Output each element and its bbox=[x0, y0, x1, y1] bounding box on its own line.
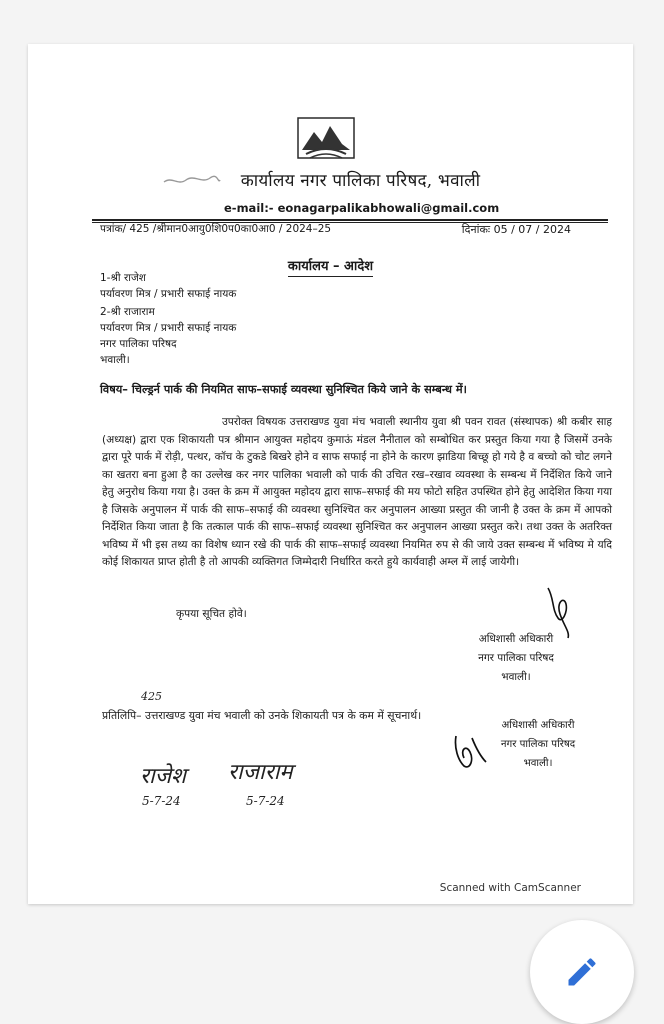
edit-button[interactable] bbox=[530, 920, 634, 1024]
order-body bbox=[102, 414, 612, 572]
addressee-line: पर्यावरण मित्र / प्रभारी सफाई नायक bbox=[100, 288, 237, 300]
scanned-document-page bbox=[28, 44, 633, 904]
handwritten-date-1: 5-7-24 bbox=[142, 794, 181, 808]
request-line: कृपया सूचित होवे। bbox=[176, 608, 247, 620]
subject-line: विषय– चिल्ड्रर्न पार्क की नियमित साफ–सफाई व्यवस्था सुनिश्चित किये जाने के सम्बन्ध में। bbox=[100, 383, 467, 396]
signatory-office: नगर पालिका परिषद bbox=[500, 739, 576, 750]
addressee-line: नगर पालिका परिषद bbox=[100, 338, 177, 350]
signatory-block-1 bbox=[436, 630, 596, 687]
top-bar bbox=[0, 0, 664, 44]
signatory-title: अधिशासी अधिकारी bbox=[478, 633, 554, 645]
addressee-line: 2-श्री राजाराम bbox=[100, 306, 155, 318]
signatory-title: अधिशासी अधिकारी bbox=[501, 720, 575, 731]
government-emblem-icon bbox=[296, 114, 356, 162]
office-email: e-mail:- eonagarpalikabhowali@gmail.com bbox=[224, 201, 500, 215]
signatory-place: भवाली। bbox=[523, 758, 553, 769]
handwritten-name-1: राजेश bbox=[140, 764, 186, 789]
copy-to-line: प्रतिलिपि– उत्तराखण्ड युवा मंच भवाली को उनके शिकायती पत्र के कम में सूचनार्थ। bbox=[102, 709, 422, 722]
addressee-line: पर्यावरण मित्र / प्रभारी सफाई नायक bbox=[100, 322, 237, 334]
signatory-place: भवाली। bbox=[501, 671, 531, 683]
addressee-line: भवाली। bbox=[100, 354, 130, 366]
letter-date: दिनांकः 05 / 07 / 2024 bbox=[461, 223, 571, 236]
handwritten-name-2: राजाराम bbox=[228, 760, 293, 785]
pencil-edit-icon bbox=[564, 954, 600, 990]
camscanner-watermark: Scanned with CamScanner bbox=[439, 882, 581, 894]
signatory-block-2 bbox=[468, 716, 608, 773]
header-rule bbox=[92, 219, 608, 221]
order-heading-text: कार्यालय – आदेश bbox=[288, 259, 373, 277]
handwritten-date-2: 5-7-24 bbox=[246, 794, 285, 808]
order-body-text: उपरोक्त विषयक उत्तराखण्ड युवा मंच भवाली स्थानीय युवा श्री पवन रावत (संस्थापक) श्री कबीर साह (अध्यक्ष) द्वारा एक शिकायती पत्र श्रीमान आयुक्त महोदय कुमाऊं मंडल नैनीताल को सम्बोधित कर प्रस्तुत किया गया है जिसमें उनके द्वारा पूरे पार्क में रोड़ी, पत्थर, कॉच के टुकडे बिखरे होने व साफ सफाई ना होने के कारण झाडिया बिच्छू हो गये है व बच्चो को चोट लगने का खतरा बना हुआ है का उल्लेख कर नगर पालिका भवाली को पार्क की उचित रख–रखाव व्यवस्था के सम्बन्ध में निर्देशित किये जाने हेतु अनुरोध किया गया है। उक्त के क्रम में आयुक्त महोदय द्वारा साफ–सफाई की मय फोटो सहित उपस्थित होने हेतु आदेशित किया गया है जिसके अनुपालन में पार्क की साफ–सफाई की व्यवस्था सुनिश्चित कर अनुपालन आख्या प्रस्तुत की जानी है उक्त के क्रम में आपको निर्देशित किया जाता है कि तत्काल पार्क की साफ–सफाई व्यवस्था सुनिश्चित कर अनुपालन आख्या प्रस्तुत करे। तथा उक्त के अतरिक्त भविष्य में भी इस तथ्य का विशेष ध्यान रखे की पार्क की साफ–सफाई व्यवस्था नियमित रुप से की जाये उक्त सम्बन्ध में भविष्य मे यदि कोई शिकायत प्राप्त होती है तो आपकी व्यक्तिगत जिम्मेदारी निर्धारित करते हुये कार्यवाही अम्ल में लाई जायेगी। bbox=[102, 416, 612, 568]
copy-number-handwritten: 425 bbox=[141, 690, 162, 703]
reference-number: पत्रांक/ 425 /श्रीमान0आयु0शि0प0का0आ0 / 2024–25 bbox=[100, 223, 332, 235]
addressee-line: 1-श्री राजेश bbox=[100, 272, 146, 284]
office-title: कार्यालय नगर पालिका परिषद, भवाली bbox=[240, 171, 481, 191]
signatory-office: नगर पालिका परिषद bbox=[478, 652, 554, 664]
